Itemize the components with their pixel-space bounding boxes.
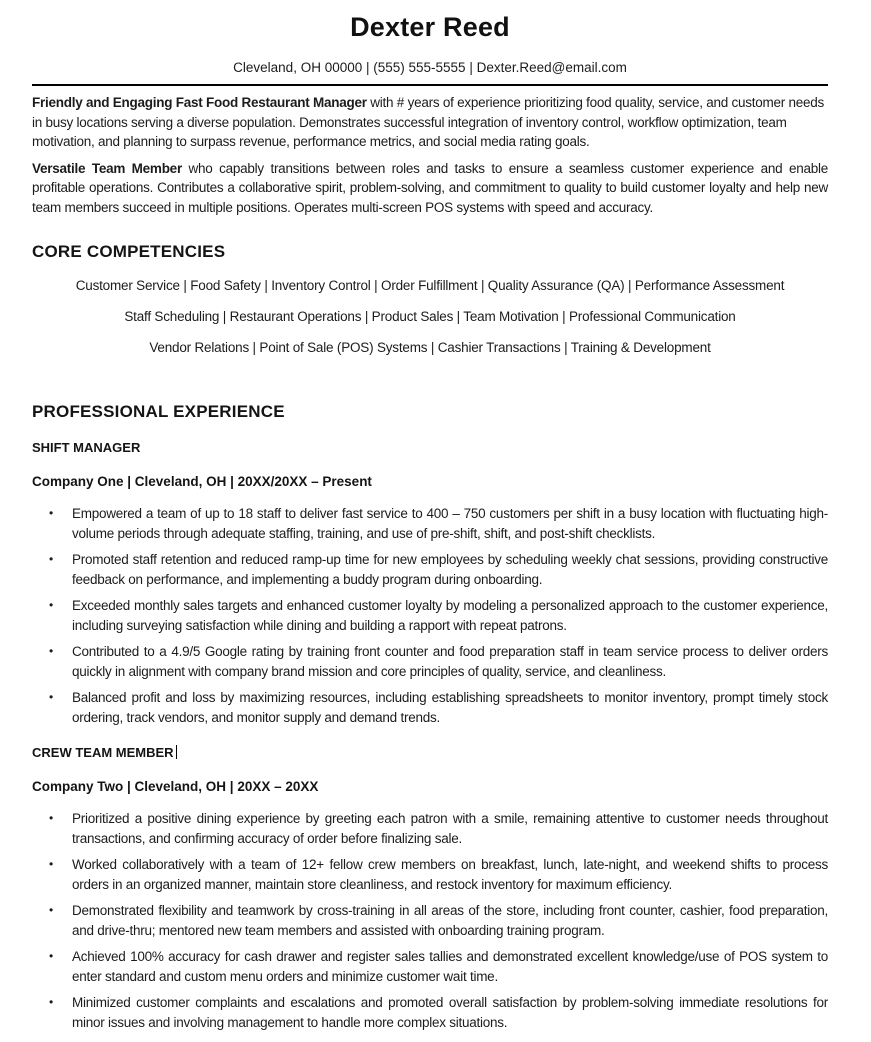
bullet-text: Exceeded monthly sales targets and enhanced customer loyalty by modeling a personalized approach to the customer experience, including surveying satisfaction while dining and building a rapport with repeat patrons.: [72, 598, 828, 633]
bullet-text: Promoted staff retention and reduced ramp-up time for new employees by scheduling weekly chat sessions, providing constructive feedback on performance, and implementing a buddy program during onboarding.: [72, 552, 828, 587]
header-divider: [32, 84, 828, 86]
bullet-icon: •: [49, 949, 53, 963]
list-item: [32, 809, 828, 848]
summary-lead-team-member: Versatile Team Member: [32, 160, 182, 176]
list-item: [32, 688, 828, 727]
list-item: [32, 901, 828, 940]
bullet-icon: •: [49, 995, 53, 1009]
bullet-icon: •: [49, 506, 53, 520]
job-title-crew-team-member: [32, 745, 828, 760]
bullet-icon: •: [49, 903, 53, 917]
bullet-text: Minimized customer complaints and escalations and promoted overall satisfaction by problem-solving immediate resolutions for minor issues and involving management to handle more complex situations.: [72, 995, 828, 1030]
bullet-icon: •: [49, 598, 53, 612]
bullet-text: Balanced profit and loss by maximizing resources, including establishing spreadsheets to monitor inventory, prompt timely stock ordering, track vendors, and monitor supply and demand trends.: [72, 690, 828, 725]
summary-rest-manager: with # years of experience prioritizing food quality, service, and customer needs in busy locations serving a diverse population. Demonstrates successful integration of inventory control, workflow optimization, team motivation, and planning to surpass revenue, performance metrics, and social media rating goals.: [32, 95, 825, 149]
core-competencies-heading: CORE COMPETENCIES: [32, 242, 226, 261]
list-item: [32, 642, 828, 681]
bullet-text: Achieved 100% accuracy for cash drawer and register sales tallies and demonstrated excellent knowledge/use of POS system to enter standard and custom menu orders and minimize customer wait time.: [72, 949, 828, 984]
bullet-icon: •: [49, 690, 53, 704]
contact-line: Cleveland, OH 00000 | (555) 555-5555 | Dexter.Reed@email.com: [233, 60, 627, 75]
job-title-text: CREW TEAM MEMBER: [32, 745, 174, 760]
job-one-bullet-list: [32, 504, 828, 727]
company-line-one: Company One | Cleveland, OH | 20XX/20XX – Present: [32, 474, 372, 489]
text-cursor: [176, 745, 178, 759]
list-item: [32, 855, 828, 894]
bullet-icon: •: [49, 811, 53, 825]
bullet-text: Prioritized a positive dining experience by greeting each patron with a smile, remaining attentive to customer needs throughout transactions, and confirming accuracy of order before finalizing sale.: [72, 811, 828, 846]
bullet-text: Worked collaboratively with a team of 12+ fellow crew members on breakfast, lunch, late-night, and weekend shifts to process orders in an organized manner, maintain store cleanliness, and restock inventory for maximum efficiency.: [72, 857, 828, 892]
summary-paragraph-team-member: [32, 159, 828, 218]
company-line-two: Company Two | Cleveland, OH | 20XX – 20XX: [32, 779, 319, 794]
summary-rest-team-member: who capably transitions between roles and tasks to ensure a seamless customer experience and enable profitable operations. Contributes a collaborative spirit, problem-solving, and commitment to quality to build customer loyalty and help new team members succeed in multiple positions. Operates multi-screen POS systems with speed and accuracy.: [32, 160, 828, 215]
bullet-text: Contributed to a 4.9/5 Google rating by training front counter and food preparation staff in team service process to deliver orders quickly in alignment with company brand mission and core principles of quality, service, and cleanliness.: [72, 644, 828, 679]
bullet-text: Demonstrated flexibility and teamwork by cross-training in all areas of the store, including front counter, cashier, food preparation, and drive-thru; mentored new team members and assisted with onboarding training program.: [72, 903, 828, 938]
bullet-icon: •: [49, 552, 53, 566]
list-item: [32, 993, 828, 1032]
core-competencies-list: [32, 278, 828, 355]
job-two-bullet-list: [32, 809, 828, 1032]
list-item: [32, 947, 828, 986]
bullet-icon: •: [49, 857, 53, 871]
resume-name: Dexter Reed: [350, 12, 510, 42]
bullet-icon: •: [49, 644, 53, 658]
summary-paragraph-manager: [32, 93, 828, 152]
list-item: [32, 504, 828, 543]
competency-line-1: Customer Service | Food Safety | Inventory Control | Order Fulfillment | Quality Assurance (QA) | Performance Assessment: [75, 278, 785, 293]
list-item: [32, 550, 828, 589]
job-crew-team-member: [32, 745, 828, 1032]
summary-lead-manager: Friendly and Engaging Fast Food Restaurant Manager: [32, 95, 367, 110]
competency-line-3: Vendor Relations | Point of Sale (POS) Systems | Cashier Transactions | Training & Development: [149, 340, 711, 355]
bullet-text: Empowered a team of up to 18 staff to deliver fast service to 400 – 750 customers per shift in a busy location with fluctuating high-volume periods through adequate staffing, training, and use of pre-shift, shift, and post-shift checklists.: [72, 506, 828, 541]
job-shift-manager: [32, 440, 828, 727]
professional-experience-heading: PROFESSIONAL EXPERIENCE: [32, 402, 285, 421]
job-title-shift-manager: SHIFT MANAGER: [32, 440, 141, 455]
list-item: [32, 596, 828, 635]
competency-line-2: Staff Scheduling | Restaurant Operations | Product Sales | Team Motivation | Professional Communication: [124, 309, 736, 324]
